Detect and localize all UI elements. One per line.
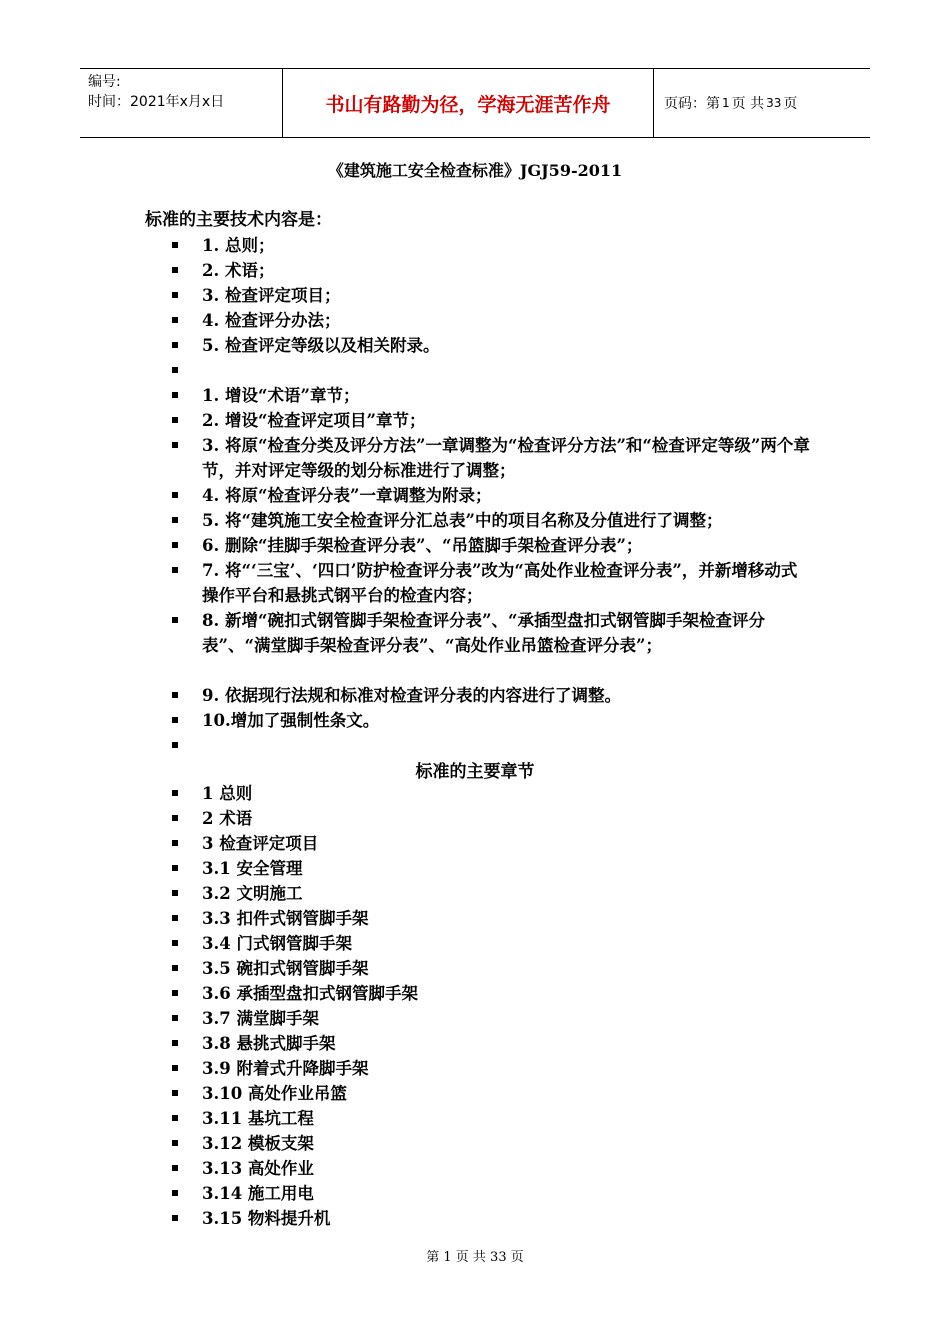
list-item-text: 3. 检查评定项目； — [202, 286, 341, 305]
bullet-icon — [172, 1165, 178, 1171]
bullet-icon — [172, 342, 178, 348]
page-suffix: 页 — [783, 96, 798, 112]
list-item-text: 10.增加了强制性条文。 — [202, 711, 380, 730]
bullet-icon — [172, 567, 178, 573]
header-motto: 书山有路勤为径，学海无涯苦作舟 — [282, 69, 654, 137]
bullet-icon — [172, 1190, 178, 1196]
list-item-text: 2 术语 — [202, 809, 253, 828]
list-item-text: 3.12 模板支架 — [202, 1134, 314, 1153]
bullet-icon — [172, 317, 178, 323]
bullet-icon — [172, 517, 178, 523]
list-item-text: 5. 将“建筑施工安全检查评分汇总表”中的项目名称及分值进行了调整； — [202, 511, 723, 530]
list-item-text: 3.10 高处作业吊篮 — [202, 1084, 347, 1103]
bullet-icon — [172, 915, 178, 921]
page-total: 33 — [766, 96, 782, 110]
intro-text: 标准的主要技术内容是： — [145, 210, 332, 230]
date-label: 时间：2021年x月x日 — [88, 94, 225, 110]
list-item-text: 3.5 碗扣式钢管脚手架 — [202, 959, 369, 978]
serial-label: 编号: — [88, 74, 121, 90]
bullet-icon — [172, 1140, 178, 1146]
bullet-icon — [172, 1015, 178, 1021]
list-item-text: 5. 检查评定等级以及相关附录。 — [202, 336, 440, 355]
bullet-icon — [172, 840, 178, 846]
bullet-icon — [172, 1040, 178, 1046]
page-mid: 页 共 — [731, 96, 765, 112]
page-prefix: 页码：第 — [664, 96, 720, 112]
bullet-icon — [172, 1115, 178, 1121]
bullet-icon — [172, 990, 178, 996]
list-item-text: 6. 删除“挂脚手架检查评分表”、“吊篮脚手架检查评分表”； — [202, 536, 643, 555]
bullet-icon — [172, 417, 178, 423]
list-item-text: 3.14 施工用电 — [202, 1184, 314, 1203]
list-item-text: 8. 新增“碗扣式钢管脚手架检查评分表”、“承插型盘扣式钢管脚手架检查评分表”、“满堂脚手架检查评分表”、“高处作业吊篮检查评分表”； — [202, 611, 765, 655]
list-item-text: 2. 增设“检查评定项目”章节； — [202, 411, 426, 430]
bullet-icon — [172, 267, 178, 273]
bullet-icon — [172, 742, 178, 748]
list-item-text: 2. 术语； — [202, 261, 275, 280]
section-title: 标准的主要章节 — [415, 762, 535, 782]
list-item-text: 3 检查评定项目 — [202, 834, 319, 853]
list-item-text: 3.6 承插型盘扣式钢管脚手架 — [202, 984, 418, 1003]
list-item-text: 3.11 基坑工程 — [202, 1109, 314, 1128]
page-number: 1 — [722, 96, 730, 110]
page-header — [80, 68, 870, 138]
bullet-icon — [172, 940, 178, 946]
bullet-icon — [172, 617, 178, 623]
list-item-text: 3.1 安全管理 — [202, 859, 303, 878]
list-item-text: 4. 检查评分办法； — [202, 311, 341, 330]
page-footer: 第 1 页 共 33 页 — [426, 1250, 524, 1265]
bullet-icon — [172, 1065, 178, 1071]
header-meta — [80, 69, 282, 137]
list-item-text: 3.9 附着式升降脚手架 — [202, 1059, 369, 1078]
header-page-info — [654, 69, 870, 137]
bullet-icon — [172, 1215, 178, 1221]
list-item-text: 3. 将原“检查分类及评分方法”一章调整为“检查评分方法”和“检查评定等级”两个章节，并对评定等级的划分标准进行了调整； — [202, 436, 810, 480]
bullet-icon — [172, 717, 178, 723]
list-item-text: 1 总则 — [202, 784, 253, 803]
bullet-icon — [172, 492, 178, 498]
list-item-text: 4. 将原“检查评分表”一章调整为附录； — [202, 486, 492, 505]
bullet-icon — [172, 242, 178, 248]
list-item-text: 1. 增设“术语”章节； — [202, 386, 360, 405]
bullet-icon — [172, 392, 178, 398]
bullet-icon — [172, 1090, 178, 1096]
bullet-icon — [172, 367, 178, 373]
bullet-icon — [172, 292, 178, 298]
list-item-text: 3.15 物料提升机 — [202, 1209, 331, 1228]
list-item-text: 3.13 高处作业 — [202, 1159, 314, 1178]
list-item-text: 3.2 文明施工 — [202, 884, 303, 903]
bullet-icon — [172, 542, 178, 548]
list-item-text: 7. 将“‘三宝’、‘四口’防护检查评分表”改为“高处作业检查评分表”，并新增移动式操作平台和悬挑式钢平台的检查内容； — [202, 561, 798, 605]
list-item-text: 3.8 悬挑式脚手架 — [202, 1034, 336, 1053]
list-item-text: 9. 依据现行法规和标准对检查评分表的内容进行了调整。 — [202, 686, 621, 705]
bullet-icon — [172, 865, 178, 871]
document-title: 《建筑施工安全检查标准》JGJ59-2011 — [327, 161, 623, 180]
bullet-icon — [172, 890, 178, 896]
list-item-text: 1. 总则； — [202, 236, 275, 255]
list-item-text: 3.4 门式钢管脚手架 — [202, 934, 352, 953]
bullet-icon — [172, 442, 178, 448]
bullet-icon — [172, 692, 178, 698]
list-item-text: 3.3 扣件式钢管脚手架 — [202, 909, 369, 928]
list-item-text: 3.7 满堂脚手架 — [202, 1009, 319, 1028]
bullet-icon — [172, 815, 178, 821]
bullet-icon — [172, 790, 178, 796]
bullet-icon — [172, 965, 178, 971]
